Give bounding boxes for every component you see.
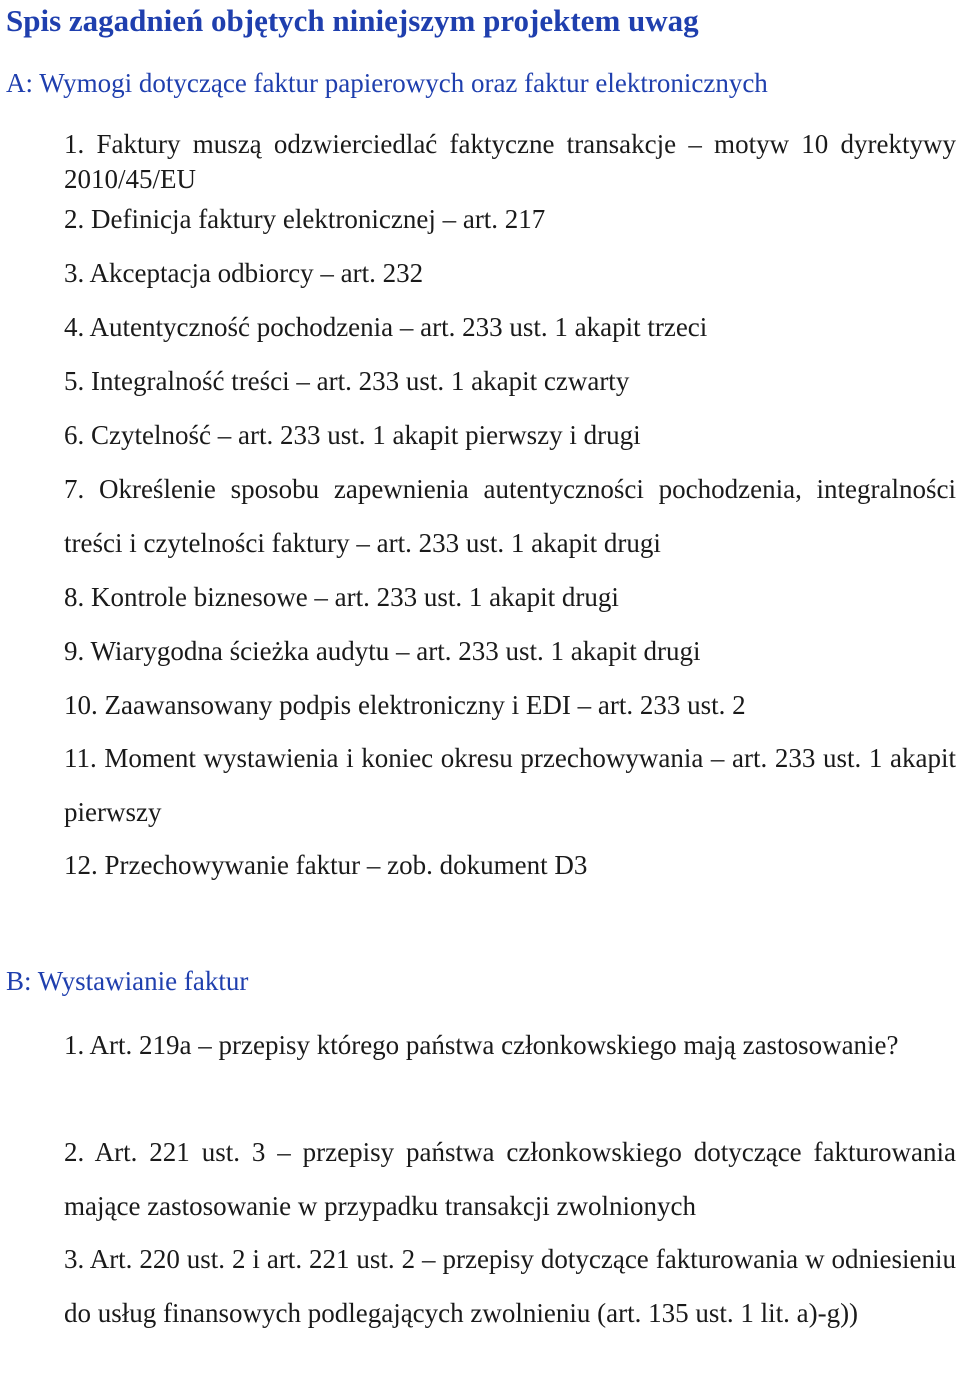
list-item: 8. Kontrole biznesowe – art. 233 ust. 1 akapit drugi xyxy=(64,582,619,612)
list-item: 5. Integralność treści – art. 233 ust. 1 akapit czwarty xyxy=(64,366,630,396)
list-item: 12. Przechowywanie faktur – zob. dokument D3 xyxy=(64,850,588,880)
list-item: 7. Określenie sposobu zapewnienia autentyczności pochodzenia, integralności treści i czytelności faktury – art. 233 ust. 1 akapit drugi xyxy=(64,474,956,558)
list-item: 4. Autentyczność pochodzenia – art. 233 ust. 1 akapit trzeci xyxy=(64,312,708,342)
list-item: 10. Zaawansowany podpis elektroniczny i EDI – art. 233 ust. 2 xyxy=(64,690,746,720)
list-item: 2. Art. 221 ust. 3 – przepisy państwa członkowskiego dotyczące fakturowania mające zastosowanie w przypadku transakcji zwolnionych xyxy=(64,1137,956,1221)
list-item: 11. Moment wystawienia i koniec okresu przechowywania – art. 233 ust. 1 akapit pierwszy xyxy=(64,743,956,827)
list-item: 9. Wiarygodna ścieżka audytu – art. 233 ust. 1 akapit drugi xyxy=(64,636,701,666)
page-title: Spis zagadnień objętych niniejszym projektem uwag xyxy=(6,3,699,38)
list-item: 6. Czytelność – art. 233 ust. 1 akapit pierwszy i drugi xyxy=(64,420,641,450)
list-item: 3. Art. 220 ust. 2 i art. 221 ust. 2 – przepisy dotyczące fakturowania w odniesieniu do usług finansowych podlegających zwolnieniu (art. 135 ust. 1 lit. a)-g)) xyxy=(64,1244,956,1328)
list-item: 1. Faktury muszą odzwierciedlać faktyczne transakcje – motyw 10 dyrektywy 2010/45/EU xyxy=(64,129,956,194)
section-a-title: A: Wymogi dotyczące faktur papierowych oraz faktur elektronicznych xyxy=(6,68,768,98)
list-item: 1. Art. 219a – przepisy którego państwa członkowskiego mają zastosowanie? xyxy=(64,1030,899,1060)
section-b-title: B: Wystawianie faktur xyxy=(6,966,249,996)
list-item: 2. Definicja faktury elektronicznej – art. 217 xyxy=(64,204,546,234)
list-item: 3. Akceptacja odbiorcy – art. 232 xyxy=(64,258,424,288)
